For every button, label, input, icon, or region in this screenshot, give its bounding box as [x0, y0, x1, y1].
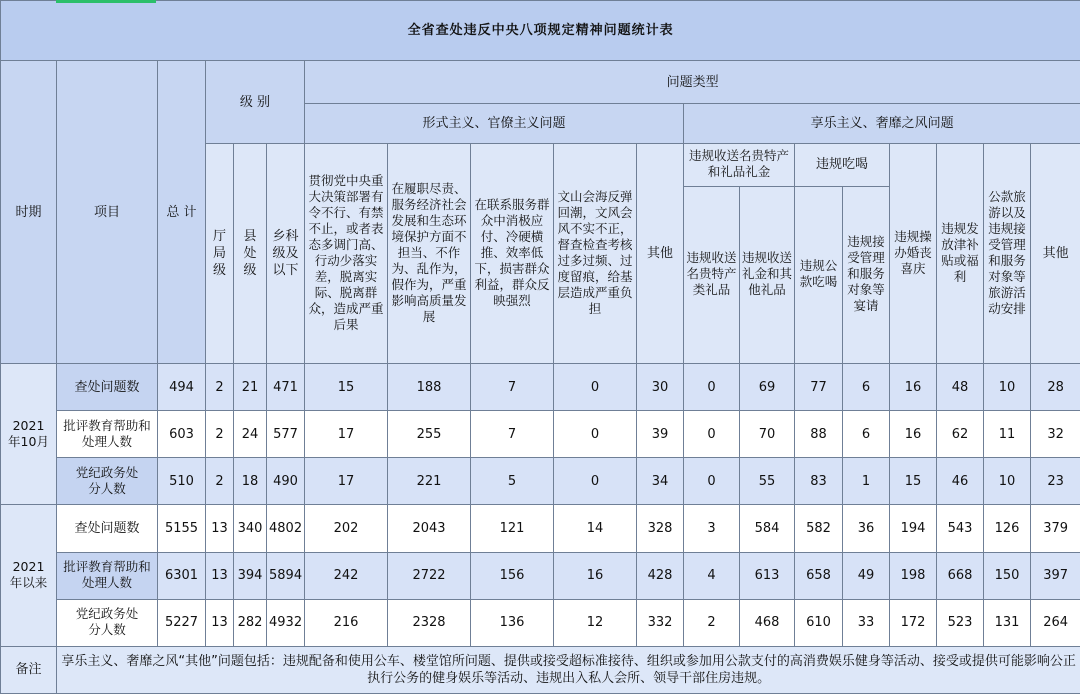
cell-value: 242: [305, 552, 388, 599]
header-level-xian: 县处级: [243, 229, 257, 279]
cell-value: 5155: [158, 505, 206, 552]
cell-value: 7: [471, 411, 554, 458]
row-item-label: 查处问题数: [57, 364, 158, 411]
cell-value: 5894: [267, 552, 305, 599]
header-total: 总 计: [158, 61, 206, 364]
cell-value: 1: [843, 458, 890, 505]
cell-value: 39: [637, 411, 684, 458]
table-row: [1, 364, 1080, 411]
cell-value: 6: [843, 411, 890, 458]
cell-value: 33: [843, 599, 890, 646]
row-item-label: 查处问题数: [57, 505, 158, 552]
cell-value: 18: [234, 458, 267, 505]
header-item: 项目: [57, 61, 158, 364]
header-allowance: 违规发放津补贴或福利: [941, 221, 979, 285]
cell-value: 83: [795, 458, 843, 505]
cell-value: 2: [684, 599, 740, 646]
header-public-dining: 违规公款吃喝: [799, 258, 838, 290]
header-gift-group: 违规收送名贵特产和礼品礼金: [688, 148, 789, 180]
header-gift-money: 违规收送礼金和其他礼品: [742, 250, 793, 298]
period-label: 2021年以来: [9, 559, 48, 591]
cell-value: 5227: [158, 599, 206, 646]
note-label: 备注: [1, 646, 57, 693]
header-formalism: 形式主义、官僚主义问题: [305, 104, 684, 144]
cell-value: 13: [206, 505, 234, 552]
cell-value: 523: [937, 599, 984, 646]
cell-value: 2: [206, 458, 234, 505]
table-row: [1, 599, 1080, 646]
cell-value: 468: [740, 599, 795, 646]
cell-value: 188: [388, 364, 471, 411]
header-formalism-3: 在联系服务群众中消极应付、冷硬横推、效率低下，损害群众利益，群众反映强烈: [474, 197, 550, 309]
cell-value: 2: [206, 411, 234, 458]
cell-value: 5: [471, 458, 554, 505]
cell-value: 62: [937, 411, 984, 458]
cell-value: 198: [890, 552, 937, 599]
cell-value: 17: [305, 411, 388, 458]
cell-value: 7: [471, 364, 554, 411]
cell-value: 658: [795, 552, 843, 599]
cell-value: 13: [206, 552, 234, 599]
cell-value: 4802: [267, 505, 305, 552]
cell-value: 2722: [388, 552, 471, 599]
cell-value: 15: [305, 364, 388, 411]
cell-value: 0: [554, 364, 637, 411]
table-row: [1, 458, 1080, 505]
cell-value: 77: [795, 364, 843, 411]
cell-value: 17: [305, 458, 388, 505]
cell-value: 255: [388, 411, 471, 458]
header-level-xiang: 乡科级及以下: [272, 229, 299, 279]
cell-value: 379: [1031, 505, 1080, 552]
cell-value: 582: [795, 505, 843, 552]
cell-value: 0: [684, 364, 740, 411]
period-label: 2021年10月: [8, 417, 49, 449]
cell-value: 16: [554, 552, 637, 599]
cell-value: 2043: [388, 505, 471, 552]
cell-value: 172: [890, 599, 937, 646]
table-row: [1, 505, 1080, 552]
cell-value: 264: [1031, 599, 1080, 646]
cell-value: 340: [234, 505, 267, 552]
cell-value: 32: [1031, 411, 1080, 458]
cell-value: 88: [795, 411, 843, 458]
cell-value: 136: [471, 599, 554, 646]
cell-value: 2: [206, 364, 234, 411]
cell-value: 397: [1031, 552, 1080, 599]
header-formalism-4: 文山会海反弹回潮，文风会风不实不正，督查检查考核过多过频、过度留痕，给基层造成严重负担: [557, 189, 633, 317]
cell-value: 510: [158, 458, 206, 505]
cell-value: 70: [740, 411, 795, 458]
cell-value: 21: [234, 364, 267, 411]
cell-value: 494: [158, 364, 206, 411]
page-title: 全省查处违反中央八项规定精神问题统计表: [1, 1, 1080, 61]
cell-value: 668: [937, 552, 984, 599]
cell-value: 28: [1031, 364, 1080, 411]
header-dining-group: 违规吃喝: [795, 144, 890, 186]
cell-value: 471: [267, 364, 305, 411]
cell-value: 332: [637, 599, 684, 646]
accent-bar: [56, 0, 156, 3]
cell-value: 282: [234, 599, 267, 646]
cell-value: 24: [234, 411, 267, 458]
cell-value: 69: [740, 364, 795, 411]
cell-value: 577: [267, 411, 305, 458]
cell-value: 34: [637, 458, 684, 505]
table-row: [1, 552, 1080, 599]
cell-value: 221: [388, 458, 471, 505]
cell-value: 0: [684, 458, 740, 505]
header-period: 时期: [1, 61, 57, 364]
header-travel: 公款旅游以及违规接受管理和服务对象等旅游活动安排: [988, 189, 1026, 317]
note-text: 享乐主义、奢靡之风“其他”问题包括：违规配备和使用公车、楼堂馆所问题、提供或接受超标准接待、组织或参加用公款支付的高消费娱乐健身等活动、接受或提供可能影响公正执行公务的健身娱乐等活动、违规出入私人会所、领导干部住房违规。: [57, 646, 1080, 693]
cell-value: 603: [158, 411, 206, 458]
cell-value: 0: [554, 411, 637, 458]
cell-value: 23: [1031, 458, 1080, 505]
cell-value: 584: [740, 505, 795, 552]
cell-value: 13: [206, 599, 234, 646]
header-gift-specialty: 违规收送名贵特产类礼品: [686, 250, 737, 298]
header-hedonism: 享乐主义、奢靡之风问题: [684, 104, 1080, 144]
header-level: 级 别: [206, 61, 305, 144]
cell-value: 328: [637, 505, 684, 552]
cell-value: 131: [984, 599, 1031, 646]
cell-value: 48: [937, 364, 984, 411]
cell-value: 16: [890, 364, 937, 411]
header-formalism-other: 其他: [637, 144, 684, 364]
cell-value: 2328: [388, 599, 471, 646]
cell-value: 15: [890, 458, 937, 505]
cell-value: 6: [843, 364, 890, 411]
cell-value: 14: [554, 505, 637, 552]
cell-value: 0: [684, 411, 740, 458]
row-item-label: 批评教育帮助和处理人数: [63, 417, 151, 449]
cell-value: 216: [305, 599, 388, 646]
header-problem-type: 问题类型: [305, 61, 1080, 104]
cell-value: 11: [984, 411, 1031, 458]
cell-value: 46: [937, 458, 984, 505]
cell-value: 4932: [267, 599, 305, 646]
cell-value: 0: [554, 458, 637, 505]
cell-value: 156: [471, 552, 554, 599]
cell-value: 10: [984, 364, 1031, 411]
cell-value: 4: [684, 552, 740, 599]
cell-value: 10: [984, 458, 1031, 505]
cell-value: 202: [305, 505, 388, 552]
cell-value: 394: [234, 552, 267, 599]
header-hedonism-other: 其他: [1031, 144, 1080, 364]
header-formalism-1: 贯彻党中央重大决策部署有令不行、有禁不止，或者表态多调门高、行动少落实差，脱离实际、脱离群众，造成严重后果: [308, 173, 384, 333]
cell-value: 610: [795, 599, 843, 646]
cell-value: 150: [984, 552, 1031, 599]
cell-value: 6301: [158, 552, 206, 599]
row-item-label: 党纪政务处分人数: [75, 464, 139, 496]
cell-value: 16: [890, 411, 937, 458]
cell-value: 30: [637, 364, 684, 411]
cell-value: 428: [637, 552, 684, 599]
cell-value: 36: [843, 505, 890, 552]
cell-value: 12: [554, 599, 637, 646]
table-row: [1, 411, 1080, 458]
cell-value: 126: [984, 505, 1031, 552]
cell-value: 55: [740, 458, 795, 505]
header-wedding-funeral: 违规操办婚丧喜庆: [894, 229, 932, 277]
cell-value: 613: [740, 552, 795, 599]
cell-value: 121: [471, 505, 554, 552]
header-formalism-2: 在履职尽责、服务经济社会发展和生态环境保护方面不担当、不作为、乱作为，假作为，严重影响高质量发展: [391, 181, 467, 325]
cell-value: 49: [843, 552, 890, 599]
header-banquet: 违规接受管理和服务对象等宴请: [847, 234, 885, 314]
cell-value: 194: [890, 505, 937, 552]
row-item-label: 批评教育帮助和处理人数: [63, 559, 151, 591]
cell-value: 490: [267, 458, 305, 505]
row-item-label: 党纪政务处分人数: [75, 606, 139, 638]
header-level-ting: 厅局级: [212, 229, 226, 279]
cell-value: 543: [937, 505, 984, 552]
cell-value: 3: [684, 505, 740, 552]
